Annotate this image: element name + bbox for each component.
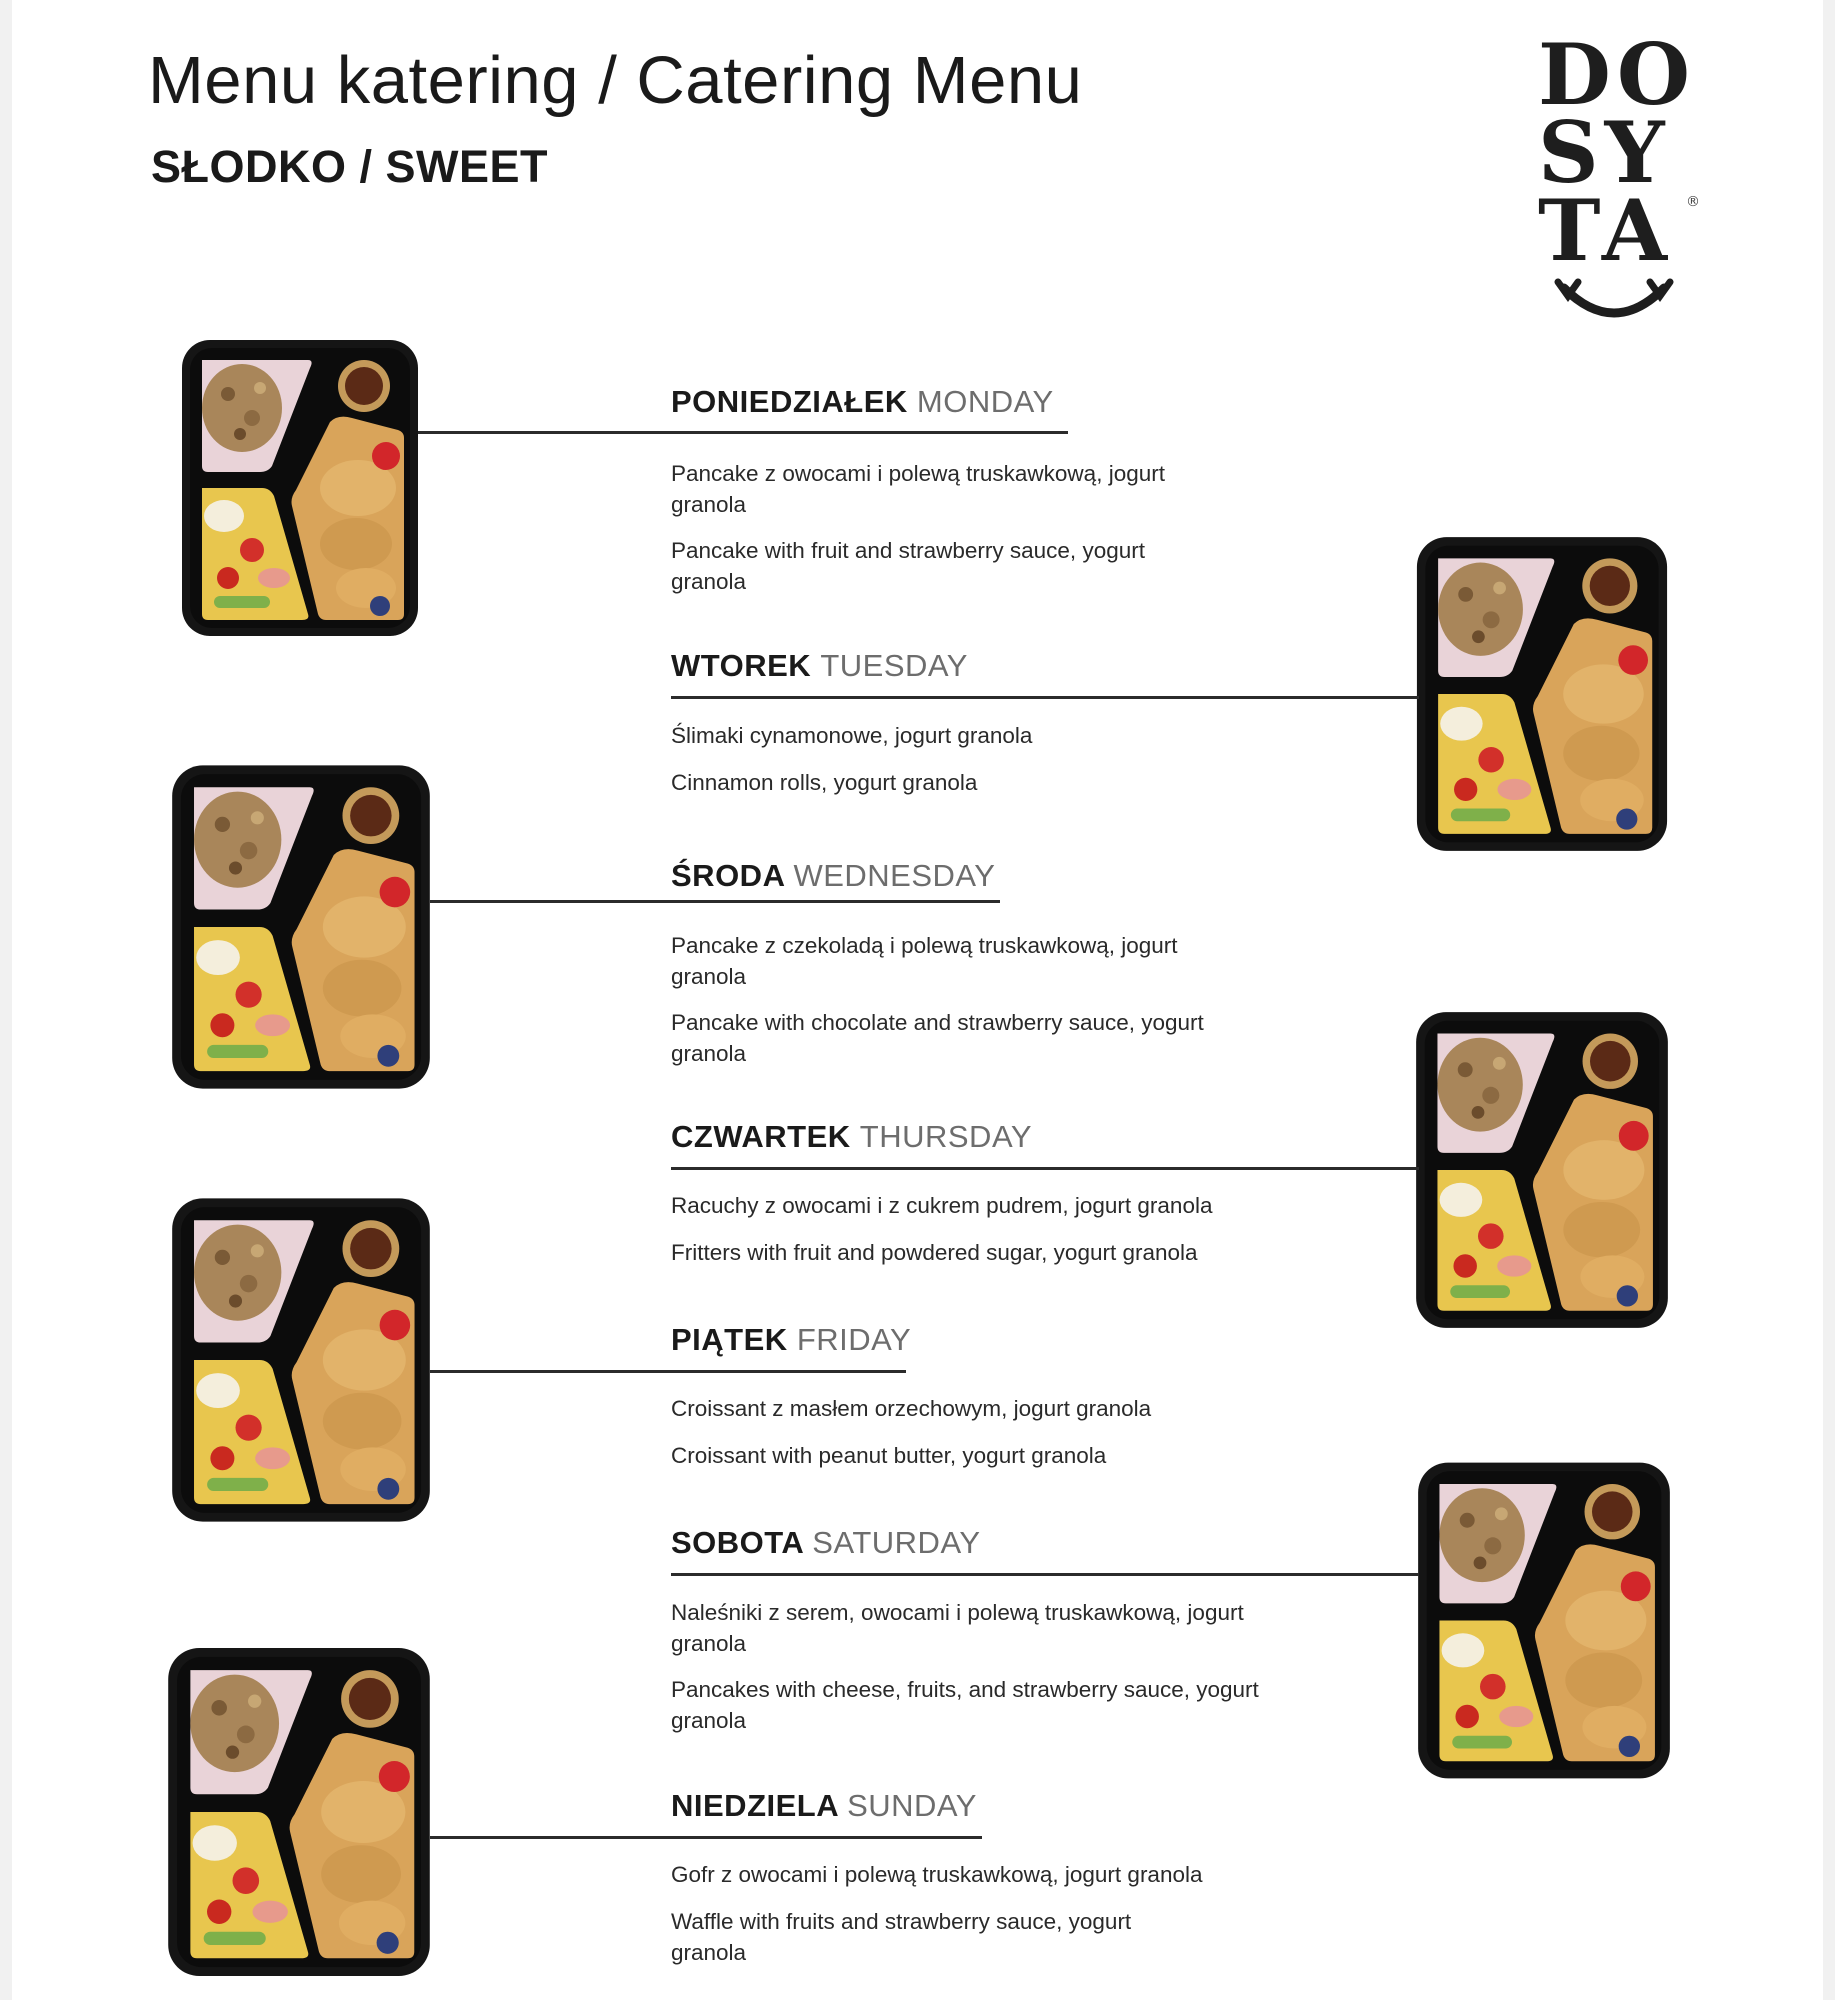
meal-box-photo-monday <box>180 338 420 638</box>
meal-box-photo-saturday <box>1416 1458 1672 1783</box>
dish-pl-saturday: Naleśniki z serem, owocami i polewą truskawkową, jogurt granola <box>671 1600 1244 1656</box>
day-divider-saturday <box>671 1573 1419 1576</box>
day-header-wednesday <box>671 856 995 896</box>
day-divider-monday <box>418 431 1068 434</box>
day-divider-sunday <box>430 1836 982 1839</box>
day-name-en: MONDAY <box>916 384 1054 419</box>
day-name-en: TUESDAY <box>820 648 968 683</box>
dish-en-friday: Croissant with peanut butter, yogurt granola <box>671 1443 1107 1468</box>
day-name-en: FRIDAY <box>796 1322 912 1357</box>
dish-pl-sunday: Gofr z owocami i polewą truskawkową, jogurt granola <box>671 1862 1203 1887</box>
dish-pl-thursday: Racuchy z owocami i z cukrem pudrem, jogurt granola <box>671 1193 1213 1218</box>
day-divider-friday <box>430 1370 906 1373</box>
logo-row-3: TA <box>1538 181 1674 280</box>
day-name-pl: NIEDZIELA <box>671 1788 838 1823</box>
day-divider-wednesday <box>430 900 1000 903</box>
day-name-pl: PIĄTEK <box>671 1322 788 1357</box>
dosyta-logo <box>1538 25 1700 280</box>
day-name-pl: PONIEDZIAŁEK <box>671 384 908 419</box>
day-header-sunday <box>671 1786 977 1826</box>
day-header-tuesday <box>671 646 968 686</box>
logo-row-1: DO <box>1538 25 1697 124</box>
page-subtitle: SŁODKO / SWEET <box>151 141 549 192</box>
meal-box-photo-tuesday <box>1414 535 1670 853</box>
day-header-saturday <box>671 1523 981 1563</box>
day-name-pl: CZWARTEK <box>671 1119 851 1154</box>
day-name-en: SUNDAY <box>847 1788 977 1823</box>
dish-pl-friday: Croissant z masłem orzechowym, jogurt granola <box>671 1396 1152 1421</box>
day-header-thursday <box>671 1117 1032 1157</box>
day-header-friday <box>671 1320 911 1360</box>
day-name-en: WEDNESDAY <box>793 858 996 893</box>
dish-en-thursday: Fritters with fruit and powdered sugar, yogurt granola <box>671 1240 1198 1265</box>
page-margin-left <box>0 0 12 2000</box>
dish-en-monday: Pancake with fruit and strawberry sauce, yogurt granola <box>671 538 1145 594</box>
day-header-monday <box>671 382 1054 422</box>
day-name-pl: WTOREK <box>671 648 812 683</box>
day-name-pl: ŚRODA <box>671 858 785 893</box>
page-title: Menu katering / Catering Menu <box>148 43 1083 118</box>
day-divider-thursday <box>671 1167 1419 1170</box>
dish-en-saturday: Pancakes with cheese, fruits, and strawberry sauce, yogurt granola <box>671 1677 1259 1733</box>
smile-icon <box>1554 274 1674 334</box>
registered-mark: ® <box>1686 194 1700 210</box>
dish-pl-tuesday: Ślimaki cynamonowe, jogurt granola <box>671 723 1033 748</box>
day-divider-tuesday <box>671 696 1419 699</box>
meal-box-photo-thursday <box>1414 1010 1670 1330</box>
day-name-pl: SOBOTA <box>671 1525 804 1560</box>
page-margin-right <box>1823 0 1835 2000</box>
dish-pl-wednesday: Pancake z czekoladą i polewą truskawkową, jogurt granola <box>671 933 1178 989</box>
meal-box-photo-wednesday <box>170 760 432 1094</box>
meal-box-photo-sunday <box>166 1645 432 1979</box>
day-name-en: SATURDAY <box>812 1525 981 1560</box>
dish-en-tuesday: Cinnamon rolls, yogurt granola <box>671 770 978 795</box>
day-name-en: THURSDAY <box>859 1119 1032 1154</box>
logo-row-2: SY <box>1538 103 1671 202</box>
meal-box-photo-friday <box>170 1193 432 1527</box>
dish-en-wednesday: Pancake with chocolate and strawberry sauce, yogurt granola <box>671 1010 1204 1066</box>
dish-en-sunday: Waffle with fruits and strawberry sauce, yogurt granola <box>671 1909 1132 1965</box>
dish-pl-monday: Pancake z owocami i polewą truskawkową, jogurt granola <box>671 461 1165 517</box>
